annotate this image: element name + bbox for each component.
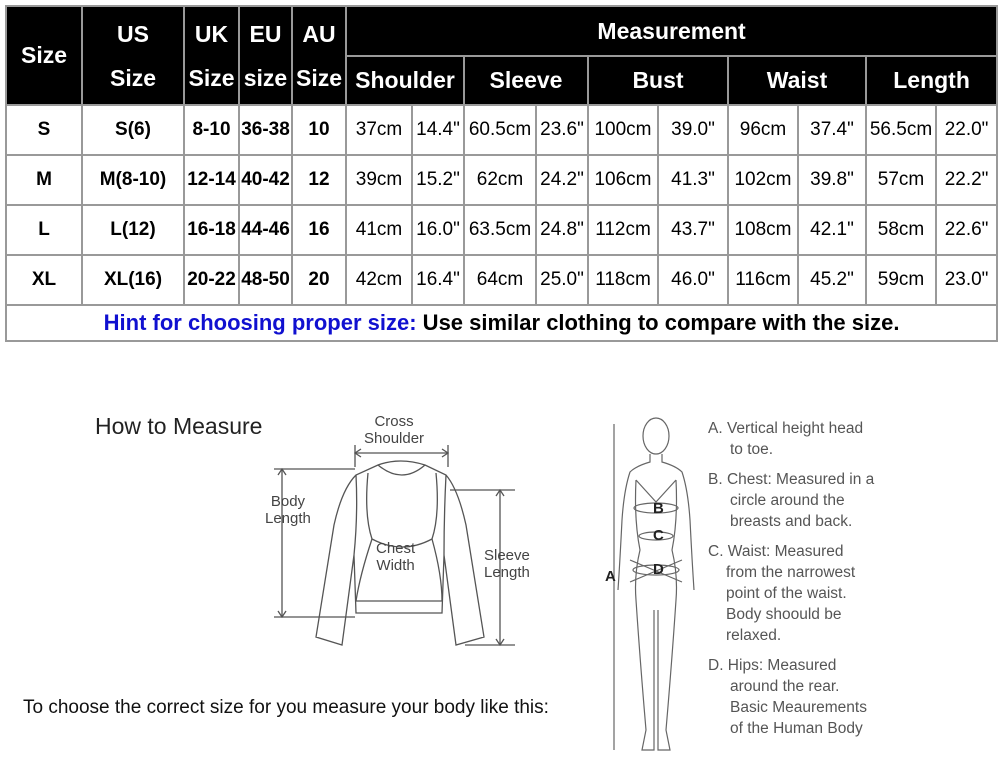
human-body-illustration [600,410,710,780]
body-letter-b: B [653,500,664,517]
au-size-cell: 10 [292,105,346,155]
measurement-cell: 116cm [728,255,798,305]
size-cell: M [6,155,82,205]
hint-text: Use similar clothing to compare with the size. [416,310,900,335]
note-b: B. Chest: Measured in a circle around the breasts and back. [708,471,875,530]
measurement-cell: 42.1" [798,205,866,255]
measurement-cell: 62cm [464,155,536,205]
uk-size-cell: 8-10 [184,105,239,155]
hint-label: Hint for choosing proper size: [103,310,417,335]
measurement-cell: 102cm [728,155,798,205]
size-chart-table [5,5,998,342]
au-size-cell: 16 [292,205,346,255]
measurement-cell: 118cm [588,255,658,305]
measurement-cell: 64cm [464,255,536,305]
measure-notes [708,418,998,748]
size-cell: S [6,105,82,155]
body-letter-a: A [605,568,616,585]
measurement-cell: 41cm [346,205,412,255]
size-cell: L [6,205,82,255]
measurement-cell: 22.2" [936,155,997,205]
measurement-cell: 24.8" [536,205,588,255]
header-bust: Bust [588,56,728,105]
measurement-cell: 108cm [728,205,798,255]
uk-size-cell: 16-18 [184,205,239,255]
header-uk: UK Size [184,6,239,105]
measurement-cell: 45.2" [798,255,866,305]
hint-cell [6,305,997,341]
header-us: US Size [82,6,184,105]
uk-size-cell: 20-22 [184,255,239,305]
body-letter-c: C [653,527,664,544]
measurement-cell: 58cm [866,205,936,255]
hint-row [6,305,997,341]
measurement-cell: 39cm [346,155,412,205]
table-row [6,255,997,305]
measurement-cell: 14.4" [412,105,464,155]
how-to-measure-title: How to Measure [95,413,263,439]
measurement-cell: 63.5cm [464,205,536,255]
measurement-cell: 41.3" [658,155,728,205]
table-row [6,205,997,255]
measurement-cell: 15.2" [412,155,464,205]
measurement-cell: 96cm [728,105,798,155]
measurement-cell: 42cm [346,255,412,305]
sleeve-length-label: Sleeve Length [484,547,530,581]
measurement-cell: 46.0" [658,255,728,305]
measurement-cell: 60.5cm [464,105,536,155]
measurement-cell: 22.6" [936,205,997,255]
measurement-cell: 59cm [866,255,936,305]
measurement-cell: 23.0" [936,255,997,305]
eu-size-cell: 44-46 [239,205,292,255]
header-au: AU Size [292,6,346,105]
header-size: Size [6,6,82,105]
measurement-cell: 24.2" [536,155,588,205]
header-eu: EU size [239,6,292,105]
us-size-cell: L(12) [82,205,184,255]
header-waist: Waist [728,56,866,105]
body-letter-d: D [653,561,664,578]
measurement-cell: 57cm [866,155,936,205]
measurement-cell: 43.7" [658,205,728,255]
header-measurement: Measurement [346,6,997,56]
uk-size-cell: 12-14 [184,155,239,205]
measurement-cell: 39.8" [798,155,866,205]
header-length: Length [866,56,997,105]
au-size-cell: 20 [292,255,346,305]
header-sleeve: Sleeve [464,56,588,105]
measurement-cell: 23.6" [536,105,588,155]
measurement-cell: 16.0" [412,205,464,255]
measurement-cell: 56.5cm [866,105,936,155]
note-a: A. Vertical height head to toe. [708,420,864,458]
cross-shoulder-label: Cross Shoulder [364,413,425,447]
note-c: C. Waist: Measured from the narrowest point of the waist. Body shoould be relaxed. [708,543,856,644]
au-size-cell: 12 [292,155,346,205]
measurement-cell: 106cm [588,155,658,205]
size-cell: XL [6,255,82,305]
body-length-label: Body Length [265,493,311,527]
header-shoulder: Shoulder [346,56,464,105]
us-size-cell: M(8-10) [82,155,184,205]
eu-size-cell: 48-50 [239,255,292,305]
choose-instruction: To choose the correct size for you measure your body like this: [23,697,549,718]
chest-width-label: Chest Width [376,540,416,574]
measurement-cell: 112cm [588,205,658,255]
table-row [6,105,997,155]
measurement-cell: 39.0" [658,105,728,155]
us-size-cell: XL(16) [82,255,184,305]
measurement-cell: 22.0" [936,105,997,155]
table-row [6,155,997,205]
measurement-cell: 37cm [346,105,412,155]
measurement-cell: 16.4" [412,255,464,305]
eu-size-cell: 36-38 [239,105,292,155]
eu-size-cell: 40-42 [239,155,292,205]
header-row-1 [6,6,997,56]
measurement-cell: 25.0" [536,255,588,305]
measurement-cell: 37.4" [798,105,866,155]
us-size-cell: S(6) [82,105,184,155]
measurement-cell: 100cm [588,105,658,155]
note-d: D. Hips: Measured around the rear. Basic Meaurements of the Human Body [708,657,867,737]
